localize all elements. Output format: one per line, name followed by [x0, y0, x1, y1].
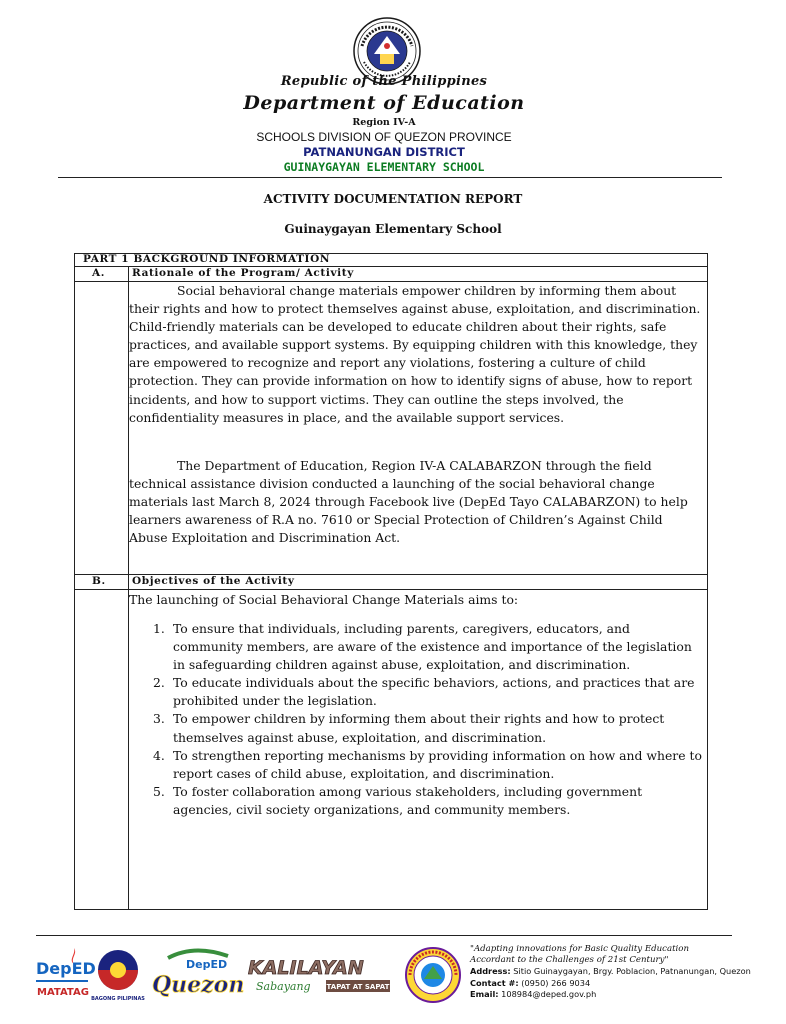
footer-tagline	[470, 944, 689, 965]
svg-text:DepED: DepED	[36, 959, 96, 978]
svg-text:Sabayang: Sabayang	[256, 980, 311, 993]
deped-quezon-logo	[148, 944, 245, 1000]
svg-text:TAPAT AT SAPAT: TAPAT AT SAPAT	[326, 983, 390, 991]
email-value: 108984@deped.gov.ph	[501, 989, 597, 999]
objective-text: To educate individuals about the specific behaviors, actions, and practices that are prohibited under the legislation.	[173, 675, 695, 709]
contact-label: Contact #:	[470, 977, 519, 988]
list-number: 2.	[153, 675, 165, 691]
rationale-paragraph-1: Social behavioral change materials empower children by informing them about their rights and how to protect themselves against abuse, exploitation, and discrimination. Child-friendly materials can be developed to educate children about their rights, safe practices, and available support systems. By equipping children with this knowledge, they are empowered to recognize and report any violations, fostering a culture of child protection. They can provide information on how to identify signs of abuse, how to report incidents, and how to support victims. They can outline the steps involved, the confidentiality measures in place, and the available support services.	[129, 283, 701, 425]
part-heading: PART 1 BACKGROUND INFORMATION	[83, 253, 331, 265]
tagline-line-2: Accordant to the Challenges of 21st Century"	[470, 954, 669, 965]
objective-text: To ensure that individuals, including parents, caregivers, educators, and community members, are aware of the existence and importance of the legislation in safeguarding children against abuse, exploitation, and discrimination.	[173, 621, 692, 673]
report-title: ACTIVITY DOCUMENTATION REPORT	[263, 192, 523, 206]
background-information-table	[74, 253, 708, 910]
section-b-title: Objectives of the Activity	[132, 575, 295, 587]
list-item	[153, 747, 703, 783]
footer-contact	[470, 978, 751, 990]
list-number: 5.	[153, 783, 165, 799]
list-number: 4.	[153, 747, 165, 763]
section-a-letter: A.	[92, 267, 106, 279]
tagline-line-1: "Adapting innovations for Basic Quality Education	[470, 944, 690, 954]
svg-text:Quezon: Quezon	[152, 972, 245, 998]
table-rule	[75, 589, 707, 590]
objectives-list	[153, 620, 703, 819]
address-label: Address:	[470, 966, 511, 976]
address-value: Sitio Guinaygayan, Brgy. Poblacion, Patnanungan, Quezon	[513, 966, 751, 976]
section-b-letter: B.	[92, 575, 106, 587]
svg-text:MATATAG: MATATAG	[37, 987, 89, 998]
list-item	[153, 620, 703, 674]
republic-heading: Republic of the Philippines	[280, 74, 488, 89]
footer-email	[470, 989, 751, 1001]
contact-value: (0950) 266 9034	[521, 977, 591, 988]
list-item	[153, 674, 703, 710]
division-heading: SCHOOLS DIVISION OF QUEZON PROVINCE	[256, 130, 512, 144]
rationale-paragraph-2: The Department of Education, Region IV-A CALABARZON through the field technical assistance division conducted a launching of the social behavioral change materials last March 8, 2024 through Facebook live (DepEd Tayo CALABARZON) to help learners awareness of R.A no. 7610 or Special Protection of Children’s Against Child Abuse Exploitation and Discrimination Act.	[129, 458, 688, 546]
school-seal-logo	[404, 946, 462, 1004]
objective-text: To empower children by informing them about their rights and how to protect themselves against abuse, exploitation, and discrimination.	[173, 711, 665, 745]
deped-matatag-logo	[34, 944, 96, 1002]
svg-text:KALILAYAN: KALILAYAN	[248, 957, 364, 979]
svg-text:DepED: DepED	[186, 958, 228, 971]
objectives-intro: The launching of Social Behavioral Change Materials aims to:	[129, 592, 519, 607]
footer-address	[470, 966, 751, 978]
svg-text:BAGONG PILIPINAS: BAGONG PILIPINAS	[91, 996, 145, 1002]
email-label: Email:	[470, 989, 499, 999]
section-a-title: Rationale of the Program/ Activity	[132, 267, 354, 279]
objective-text: To strengthen reporting mechanisms by providing information on how and where to report cases of child abuse, exploitation, and discrimination.	[173, 747, 702, 781]
footer-divider	[36, 935, 732, 936]
list-item	[153, 710, 703, 746]
header-divider	[58, 177, 722, 178]
district-heading: PATNANUNGAN DISTRICT	[303, 145, 465, 159]
kalilayan-logo	[246, 952, 394, 998]
department-heading: Department of Education	[243, 92, 525, 114]
report-school-name: Guinaygayan Elementary School	[284, 222, 502, 236]
bagong-pilipinas-logo	[91, 946, 145, 1004]
list-item	[153, 783, 703, 819]
list-number: 1.	[153, 621, 165, 636]
objective-text: To foster collaboration among various stakeholders, including government agencies, civil society organizations, and community members.	[173, 783, 643, 817]
region-heading: Region IV-A	[352, 117, 416, 128]
school-heading: GUINAYGAYAN ELEMENTARY SCHOOL	[283, 160, 485, 174]
list-number: 3.	[153, 711, 165, 727]
footer-contact-block	[470, 966, 751, 1001]
